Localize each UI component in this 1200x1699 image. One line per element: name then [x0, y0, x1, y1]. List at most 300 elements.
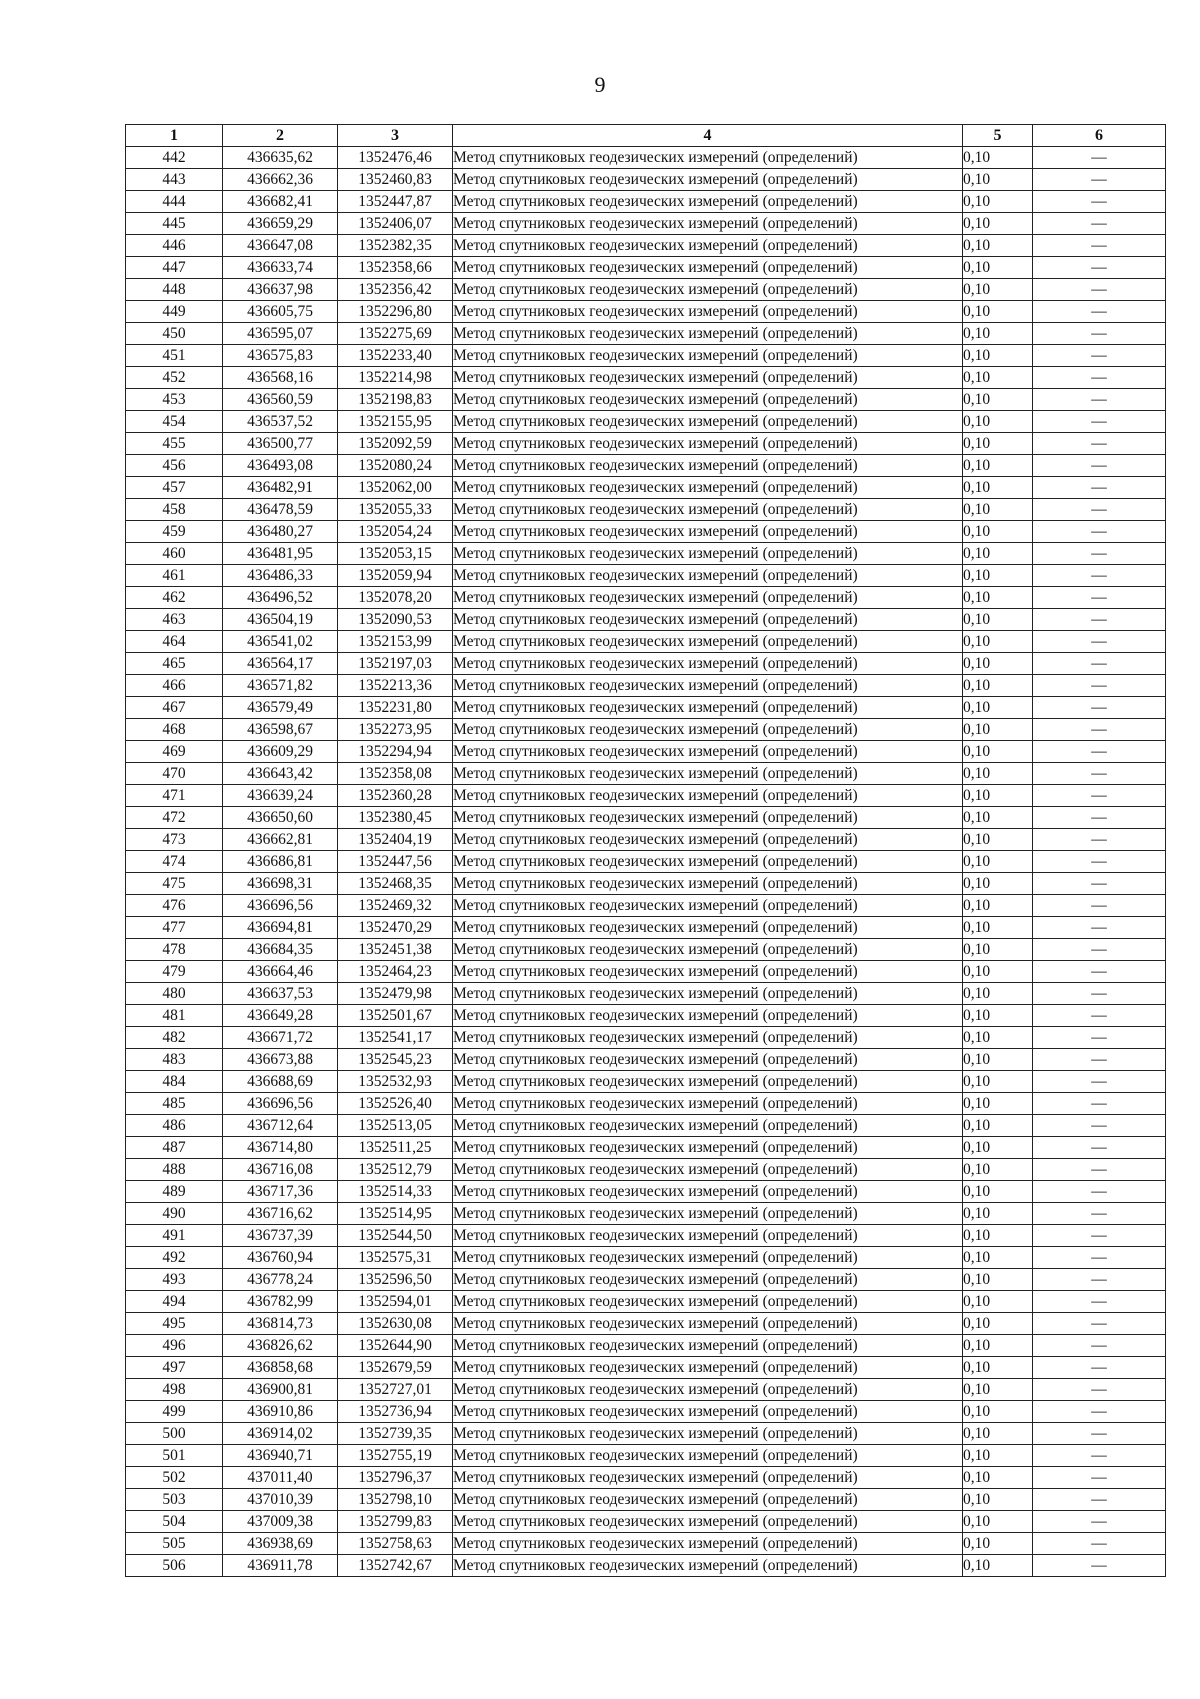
- x-coordinate-cell: 436595,07: [223, 323, 338, 345]
- point-number-cell: 459: [126, 521, 223, 543]
- point-number-cell: 499: [126, 1401, 223, 1423]
- x-coordinate-cell: 436639,24: [223, 785, 338, 807]
- y-coordinate-cell: 1352594,01: [338, 1291, 453, 1313]
- point-number-cell: 461: [126, 565, 223, 587]
- point-number-cell: 501: [126, 1445, 223, 1467]
- x-coordinate-cell: 436684,35: [223, 939, 338, 961]
- accuracy-cell: 0,10: [963, 169, 1033, 191]
- method-cell: Метод спутниковых геодезических измерений (определений): [453, 345, 963, 367]
- point-number-cell: 473: [126, 829, 223, 851]
- y-coordinate-cell: 1352679,59: [338, 1357, 453, 1379]
- dash-cell: —: [1033, 675, 1166, 697]
- dash-cell: —: [1033, 257, 1166, 279]
- y-coordinate-cell: 1352479,98: [338, 983, 453, 1005]
- dash-cell: —: [1033, 895, 1166, 917]
- dash-cell: —: [1033, 851, 1166, 873]
- accuracy-cell: 0,10: [963, 1335, 1033, 1357]
- table-row: [126, 917, 1166, 939]
- x-coordinate-cell: 436760,94: [223, 1247, 338, 1269]
- table-row: [126, 477, 1166, 499]
- accuracy-cell: 0,10: [963, 785, 1033, 807]
- method-cell: Метод спутниковых геодезических измерений (определений): [453, 785, 963, 807]
- accuracy-cell: 0,10: [963, 829, 1033, 851]
- point-number-cell: 448: [126, 279, 223, 301]
- y-coordinate-cell: 1352469,32: [338, 895, 453, 917]
- x-coordinate-cell: 436496,52: [223, 587, 338, 609]
- point-number-cell: 482: [126, 1027, 223, 1049]
- dash-cell: —: [1033, 1247, 1166, 1269]
- dash-cell: —: [1033, 565, 1166, 587]
- table-row: [126, 389, 1166, 411]
- x-coordinate-cell: 436938,69: [223, 1533, 338, 1555]
- y-coordinate-cell: 1352541,17: [338, 1027, 453, 1049]
- method-cell: Метод спутниковых геодезических измерений (определений): [453, 829, 963, 851]
- method-cell: Метод спутниковых геодезических измерений (определений): [453, 675, 963, 697]
- dash-cell: —: [1033, 763, 1166, 785]
- dash-cell: —: [1033, 147, 1166, 169]
- table-row: [126, 1049, 1166, 1071]
- point-number-cell: 465: [126, 653, 223, 675]
- y-coordinate-cell: 1352451,38: [338, 939, 453, 961]
- accuracy-cell: 0,10: [963, 477, 1033, 499]
- dash-cell: —: [1033, 785, 1166, 807]
- accuracy-cell: 0,10: [963, 389, 1033, 411]
- x-coordinate-cell: 436714,80: [223, 1137, 338, 1159]
- table-row: [126, 1115, 1166, 1137]
- accuracy-cell: 0,10: [963, 697, 1033, 719]
- x-coordinate-cell: 436560,59: [223, 389, 338, 411]
- accuracy-cell: 0,10: [963, 367, 1033, 389]
- accuracy-cell: 0,10: [963, 543, 1033, 565]
- method-cell: Метод спутниковых геодезических измерений (определений): [453, 169, 963, 191]
- method-cell: Метод спутниковых геодезических измерений (определений): [453, 1027, 963, 1049]
- dash-cell: —: [1033, 411, 1166, 433]
- method-cell: Метод спутниковых геодезических измерений (определений): [453, 1555, 963, 1577]
- method-cell: Метод спутниковых геодезических измерений (определений): [453, 653, 963, 675]
- y-coordinate-cell: 1352644,90: [338, 1335, 453, 1357]
- x-coordinate-cell: 436609,29: [223, 741, 338, 763]
- dash-cell: —: [1033, 917, 1166, 939]
- dash-cell: —: [1033, 1555, 1166, 1577]
- point-number-cell: 485: [126, 1093, 223, 1115]
- table-body: [126, 147, 1166, 1577]
- method-cell: Метод спутниковых геодезических измерений (определений): [453, 1401, 963, 1423]
- x-coordinate-cell: 436664,46: [223, 961, 338, 983]
- table-row: [126, 1093, 1166, 1115]
- dash-cell: —: [1033, 1489, 1166, 1511]
- y-coordinate-cell: 1352092,59: [338, 433, 453, 455]
- y-coordinate-cell: 1352358,08: [338, 763, 453, 785]
- method-cell: Метод спутниковых геодезических измерений (определений): [453, 1247, 963, 1269]
- accuracy-cell: 0,10: [963, 279, 1033, 301]
- x-coordinate-cell: 436480,27: [223, 521, 338, 543]
- y-coordinate-cell: 1352273,95: [338, 719, 453, 741]
- y-coordinate-cell: 1352198,83: [338, 389, 453, 411]
- header-col-6: 6: [1033, 125, 1166, 147]
- dash-cell: —: [1033, 1159, 1166, 1181]
- dash-cell: —: [1033, 433, 1166, 455]
- table-header-row: [126, 125, 1166, 147]
- point-number-cell: 489: [126, 1181, 223, 1203]
- method-cell: Метод спутниковых геодезических измерений (определений): [453, 235, 963, 257]
- table-row: [126, 1511, 1166, 1533]
- point-number-cell: 458: [126, 499, 223, 521]
- method-cell: Метод спутниковых геодезических измерений (определений): [453, 257, 963, 279]
- y-coordinate-cell: 1352742,67: [338, 1555, 453, 1577]
- dash-cell: —: [1033, 1423, 1166, 1445]
- accuracy-cell: 0,10: [963, 1401, 1033, 1423]
- method-cell: Метод спутниковых геодезических измерений (определений): [453, 1533, 963, 1555]
- dash-cell: —: [1033, 1467, 1166, 1489]
- accuracy-cell: 0,10: [963, 895, 1033, 917]
- y-coordinate-cell: 1352214,98: [338, 367, 453, 389]
- y-coordinate-cell: 1352054,24: [338, 521, 453, 543]
- point-number-cell: 452: [126, 367, 223, 389]
- x-coordinate-cell: 436649,28: [223, 1005, 338, 1027]
- x-coordinate-cell: 436637,98: [223, 279, 338, 301]
- accuracy-cell: 0,10: [963, 1027, 1033, 1049]
- x-coordinate-cell: 436575,83: [223, 345, 338, 367]
- x-coordinate-cell: 436696,56: [223, 1093, 338, 1115]
- method-cell: Метод спутниковых геодезических измерений (определений): [453, 411, 963, 433]
- point-number-cell: 468: [126, 719, 223, 741]
- accuracy-cell: 0,10: [963, 1489, 1033, 1511]
- dash-cell: —: [1033, 1269, 1166, 1291]
- table-row: [126, 1291, 1166, 1313]
- point-number-cell: 492: [126, 1247, 223, 1269]
- table-row: [126, 345, 1166, 367]
- table-row: [126, 213, 1166, 235]
- table-row: [126, 565, 1166, 587]
- method-cell: Метод спутниковых геодезических измерений (определений): [453, 1203, 963, 1225]
- x-coordinate-cell: 436671,72: [223, 1027, 338, 1049]
- point-number-cell: 503: [126, 1489, 223, 1511]
- y-coordinate-cell: 1352358,66: [338, 257, 453, 279]
- dash-cell: —: [1033, 191, 1166, 213]
- table-row: [126, 1423, 1166, 1445]
- x-coordinate-cell: 436688,69: [223, 1071, 338, 1093]
- accuracy-cell: 0,10: [963, 411, 1033, 433]
- method-cell: Метод спутниковых геодезических измерений (определений): [453, 323, 963, 345]
- dash-cell: —: [1033, 521, 1166, 543]
- method-cell: Метод спутниковых геодезических измерений (определений): [453, 851, 963, 873]
- dash-cell: —: [1033, 389, 1166, 411]
- x-coordinate-cell: 436650,60: [223, 807, 338, 829]
- accuracy-cell: 0,10: [963, 653, 1033, 675]
- point-number-cell: 455: [126, 433, 223, 455]
- x-coordinate-cell: 436571,82: [223, 675, 338, 697]
- accuracy-cell: 0,10: [963, 631, 1033, 653]
- y-coordinate-cell: 1352575,31: [338, 1247, 453, 1269]
- dash-cell: —: [1033, 631, 1166, 653]
- dash-cell: —: [1033, 719, 1166, 741]
- method-cell: Метод спутниковых геодезических измерений (определений): [453, 1049, 963, 1071]
- x-coordinate-cell: 436914,02: [223, 1423, 338, 1445]
- method-cell: Метод спутниковых геодезических измерений (определений): [453, 609, 963, 631]
- y-coordinate-cell: 1352736,94: [338, 1401, 453, 1423]
- method-cell: Метод спутниковых геодезических измерений (определений): [453, 301, 963, 323]
- point-number-cell: 477: [126, 917, 223, 939]
- page-number: 9: [594, 72, 606, 97]
- x-coordinate-cell: 436662,81: [223, 829, 338, 851]
- x-coordinate-cell: 436686,81: [223, 851, 338, 873]
- x-coordinate-cell: 436716,62: [223, 1203, 338, 1225]
- table-row: [126, 301, 1166, 323]
- y-coordinate-cell: 1352544,50: [338, 1225, 453, 1247]
- point-number-cell: 490: [126, 1203, 223, 1225]
- method-cell: Метод спутниковых геодезических измерений (определений): [453, 1159, 963, 1181]
- table-row: [126, 257, 1166, 279]
- y-coordinate-cell: 1352798,10: [338, 1489, 453, 1511]
- accuracy-cell: 0,10: [963, 1115, 1033, 1137]
- y-coordinate-cell: 1352514,33: [338, 1181, 453, 1203]
- accuracy-cell: 0,10: [963, 719, 1033, 741]
- table-row: [126, 741, 1166, 763]
- accuracy-cell: 0,10: [963, 1511, 1033, 1533]
- accuracy-cell: 0,10: [963, 939, 1033, 961]
- table-row: [126, 1225, 1166, 1247]
- accuracy-cell: 0,10: [963, 851, 1033, 873]
- y-coordinate-cell: 1352526,40: [338, 1093, 453, 1115]
- x-coordinate-cell: 436814,73: [223, 1313, 338, 1335]
- dash-cell: —: [1033, 983, 1166, 1005]
- dash-cell: —: [1033, 1335, 1166, 1357]
- point-number-cell: 494: [126, 1291, 223, 1313]
- point-number-cell: 453: [126, 389, 223, 411]
- y-coordinate-cell: 1352078,20: [338, 587, 453, 609]
- point-number-cell: 484: [126, 1071, 223, 1093]
- point-number-cell: 487: [126, 1137, 223, 1159]
- accuracy-cell: 0,10: [963, 1181, 1033, 1203]
- point-number-cell: 445: [126, 213, 223, 235]
- dash-cell: —: [1033, 1027, 1166, 1049]
- point-number-cell: 464: [126, 631, 223, 653]
- accuracy-cell: 0,10: [963, 301, 1033, 323]
- accuracy-cell: 0,10: [963, 1005, 1033, 1027]
- point-number-cell: 442: [126, 147, 223, 169]
- method-cell: Метод спутниковых геодезических измерений (определений): [453, 1511, 963, 1533]
- y-coordinate-cell: 1352275,69: [338, 323, 453, 345]
- point-number-cell: 488: [126, 1159, 223, 1181]
- dash-cell: —: [1033, 961, 1166, 983]
- y-coordinate-cell: 1352796,37: [338, 1467, 453, 1489]
- table-row: [126, 785, 1166, 807]
- x-coordinate-cell: 436493,08: [223, 455, 338, 477]
- x-coordinate-cell: 436643,42: [223, 763, 338, 785]
- x-coordinate-cell: 436478,59: [223, 499, 338, 521]
- point-number-cell: 500: [126, 1423, 223, 1445]
- y-coordinate-cell: 1352382,35: [338, 235, 453, 257]
- accuracy-cell: 0,10: [963, 499, 1033, 521]
- x-coordinate-cell: 436782,99: [223, 1291, 338, 1313]
- method-cell: Метод спутниковых геодезических измерений (определений): [453, 1313, 963, 1335]
- y-coordinate-cell: 1352758,63: [338, 1533, 453, 1555]
- point-number-cell: 443: [126, 169, 223, 191]
- x-coordinate-cell: 436673,88: [223, 1049, 338, 1071]
- dash-cell: —: [1033, 741, 1166, 763]
- method-cell: Метод спутниковых геодезических измерений (определений): [453, 1137, 963, 1159]
- dash-cell: —: [1033, 653, 1166, 675]
- dash-cell: —: [1033, 1511, 1166, 1533]
- dash-cell: —: [1033, 1291, 1166, 1313]
- table-row: [126, 191, 1166, 213]
- table-row: [126, 1379, 1166, 1401]
- dash-cell: —: [1033, 1379, 1166, 1401]
- x-coordinate-cell: 437009,38: [223, 1511, 338, 1533]
- accuracy-cell: 0,10: [963, 323, 1033, 345]
- accuracy-cell: 0,10: [963, 1247, 1033, 1269]
- accuracy-cell: 0,10: [963, 1203, 1033, 1225]
- table-row: [126, 1335, 1166, 1357]
- dash-cell: —: [1033, 1071, 1166, 1093]
- method-cell: Метод спутниковых геодезических измерений (определений): [453, 895, 963, 917]
- point-number-cell: 454: [126, 411, 223, 433]
- point-number-cell: 476: [126, 895, 223, 917]
- point-number-cell: 505: [126, 1533, 223, 1555]
- x-coordinate-cell: 436482,91: [223, 477, 338, 499]
- dash-cell: —: [1033, 1049, 1166, 1071]
- point-number-cell: 449: [126, 301, 223, 323]
- method-cell: Метод спутниковых геодезических измерений (определений): [453, 631, 963, 653]
- y-coordinate-cell: 1352404,19: [338, 829, 453, 851]
- method-cell: Метод спутниковых геодезических измерений (определений): [453, 939, 963, 961]
- method-cell: Метод спутниковых геодезических измерений (определений): [453, 983, 963, 1005]
- x-coordinate-cell: 436633,74: [223, 257, 338, 279]
- x-coordinate-cell: 436737,39: [223, 1225, 338, 1247]
- x-coordinate-cell: 436486,33: [223, 565, 338, 587]
- header-col-3: 3: [338, 125, 453, 147]
- method-cell: Метод спутниковых геодезических измерений (определений): [453, 1115, 963, 1137]
- point-number-cell: 498: [126, 1379, 223, 1401]
- table-row: [126, 719, 1166, 741]
- accuracy-cell: 0,10: [963, 1071, 1033, 1093]
- method-cell: Метод спутниковых геодезических измерений (определений): [453, 873, 963, 895]
- table-row: [126, 1489, 1166, 1511]
- table-row: [126, 1203, 1166, 1225]
- accuracy-cell: 0,10: [963, 807, 1033, 829]
- method-cell: Метод спутниковых геодезических измерений (определений): [453, 389, 963, 411]
- y-coordinate-cell: 1352514,95: [338, 1203, 453, 1225]
- table-row: [126, 697, 1166, 719]
- accuracy-cell: 0,10: [963, 873, 1033, 895]
- table-row: [126, 1027, 1166, 1049]
- dash-cell: —: [1033, 1357, 1166, 1379]
- x-coordinate-cell: 437010,39: [223, 1489, 338, 1511]
- y-coordinate-cell: 1352380,45: [338, 807, 453, 829]
- method-cell: Метод спутниковых геодезических измерений (определений): [453, 697, 963, 719]
- method-cell: Метод спутниковых геодезических измерений (определений): [453, 1005, 963, 1027]
- point-number-cell: 497: [126, 1357, 223, 1379]
- accuracy-cell: 0,10: [963, 1313, 1033, 1335]
- accuracy-cell: 0,10: [963, 147, 1033, 169]
- accuracy-cell: 0,10: [963, 1291, 1033, 1313]
- dash-cell: —: [1033, 1203, 1166, 1225]
- method-cell: Метод спутниковых геодезических измерений (определений): [453, 1357, 963, 1379]
- dash-cell: —: [1033, 169, 1166, 191]
- dash-cell: —: [1033, 1401, 1166, 1423]
- x-coordinate-cell: 436500,77: [223, 433, 338, 455]
- y-coordinate-cell: 1352153,99: [338, 631, 453, 653]
- table-row: [126, 521, 1166, 543]
- table-row: [126, 609, 1166, 631]
- method-cell: Метод спутниковых геодезических измерений (определений): [453, 1379, 963, 1401]
- y-coordinate-cell: 1352360,28: [338, 785, 453, 807]
- coordinates-table: [125, 124, 1166, 1577]
- point-number-cell: 502: [126, 1467, 223, 1489]
- method-cell: Метод спутниковых геодезических измерений (определений): [453, 719, 963, 741]
- point-number-cell: 474: [126, 851, 223, 873]
- y-coordinate-cell: 1352356,42: [338, 279, 453, 301]
- y-coordinate-cell: 1352755,19: [338, 1445, 453, 1467]
- accuracy-cell: 0,10: [963, 675, 1033, 697]
- table-row: [126, 235, 1166, 257]
- header-col-2: 2: [223, 125, 338, 147]
- x-coordinate-cell: 436659,29: [223, 213, 338, 235]
- table-row: [126, 1005, 1166, 1027]
- accuracy-cell: 0,10: [963, 587, 1033, 609]
- y-coordinate-cell: 1352512,79: [338, 1159, 453, 1181]
- point-number-cell: 444: [126, 191, 223, 213]
- y-coordinate-cell: 1352055,33: [338, 499, 453, 521]
- table-row: [126, 631, 1166, 653]
- table-row: [126, 939, 1166, 961]
- point-number-cell: 504: [126, 1511, 223, 1533]
- point-number-cell: 495: [126, 1313, 223, 1335]
- table-row: [126, 895, 1166, 917]
- method-cell: Метод спутниковых геодезических измерений (определений): [453, 741, 963, 763]
- x-coordinate-cell: 436605,75: [223, 301, 338, 323]
- table-row: [126, 147, 1166, 169]
- dash-cell: —: [1033, 829, 1166, 851]
- table-row: [126, 1313, 1166, 1335]
- accuracy-cell: 0,10: [963, 1137, 1033, 1159]
- y-coordinate-cell: 1352513,05: [338, 1115, 453, 1137]
- table-row: [126, 1071, 1166, 1093]
- method-cell: Метод спутниковых геодезических измерений (определений): [453, 807, 963, 829]
- y-coordinate-cell: 1352470,29: [338, 917, 453, 939]
- method-cell: Метод спутниковых геодезических измерений (определений): [453, 961, 963, 983]
- dash-cell: —: [1033, 873, 1166, 895]
- point-number-cell: 475: [126, 873, 223, 895]
- dash-cell: —: [1033, 939, 1166, 961]
- table-row: [126, 1269, 1166, 1291]
- table-row: [126, 587, 1166, 609]
- accuracy-cell: 0,10: [963, 257, 1033, 279]
- accuracy-cell: 0,10: [963, 433, 1033, 455]
- y-coordinate-cell: 1352231,80: [338, 697, 453, 719]
- dash-cell: —: [1033, 477, 1166, 499]
- y-coordinate-cell: 1352406,07: [338, 213, 453, 235]
- method-cell: Метод спутниковых геодезических измерений (определений): [453, 543, 963, 565]
- x-coordinate-cell: 436682,41: [223, 191, 338, 213]
- table-row: [126, 433, 1166, 455]
- x-coordinate-cell: 436778,24: [223, 1269, 338, 1291]
- dash-cell: —: [1033, 1093, 1166, 1115]
- point-number-cell: 491: [126, 1225, 223, 1247]
- table-row: [126, 1533, 1166, 1555]
- point-number-cell: 506: [126, 1555, 223, 1577]
- method-cell: Метод спутниковых геодезических измерений (определений): [453, 1423, 963, 1445]
- method-cell: Метод спутниковых геодезических измерений (определений): [453, 499, 963, 521]
- dash-cell: —: [1033, 807, 1166, 829]
- y-coordinate-cell: 1352213,36: [338, 675, 453, 697]
- point-number-cell: 496: [126, 1335, 223, 1357]
- method-cell: Метод спутниковых геодезических измерений (определений): [453, 433, 963, 455]
- point-number-cell: 493: [126, 1269, 223, 1291]
- table-row: [126, 499, 1166, 521]
- y-coordinate-cell: 1352727,01: [338, 1379, 453, 1401]
- table-row: [126, 411, 1166, 433]
